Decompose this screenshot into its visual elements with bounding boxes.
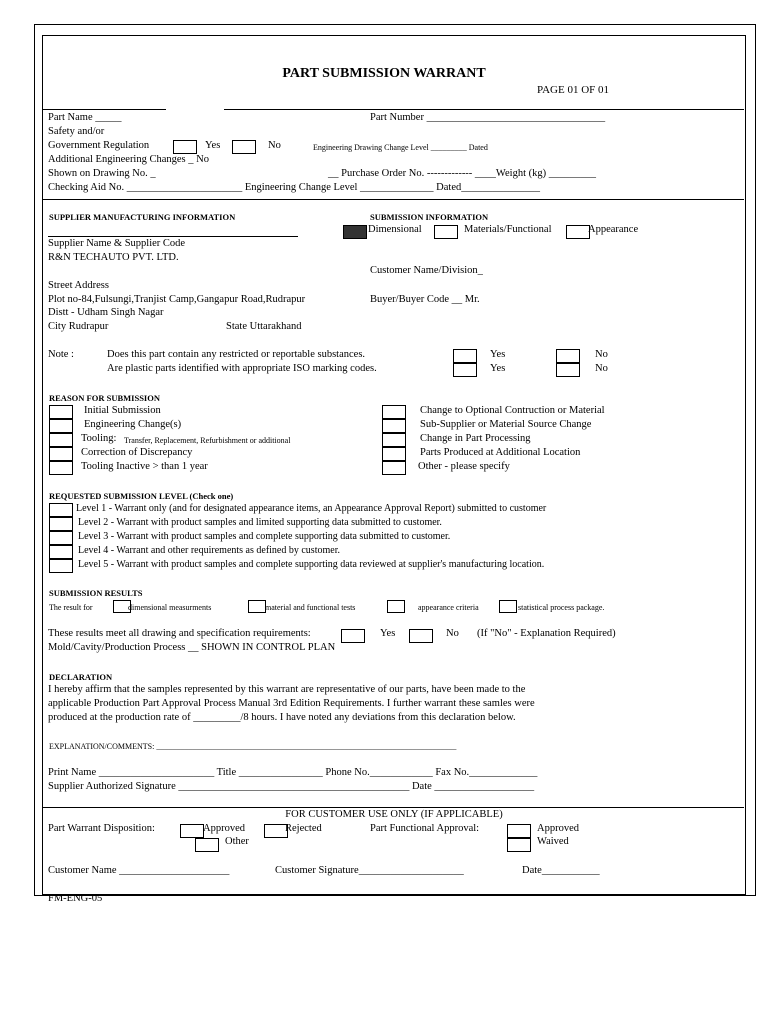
mat-label: material and functional tests [265,603,356,612]
approved-label: Approved [537,823,579,834]
divider [42,199,744,200]
approved-checkbox[interactable] [180,824,204,838]
initial-label: Initial Submission [84,405,161,416]
sub-supplier-label: Sub-Supplier or Material Source Change [420,419,592,430]
safety-label: Safety and/or [48,126,105,137]
divider [42,109,166,110]
purchase-order-field[interactable]: __ Purchase Order No. ------------- ____Weight (kg) _________ [328,168,596,179]
yes-label: Yes [380,628,396,639]
page-number: PAGE 01 OF 01 [537,84,610,96]
gov-reg-label: Government Regulation [48,140,150,151]
stat-checkbox[interactable] [499,600,517,613]
form-code: FM-ENG-05 [48,893,103,904]
eng-change-checkbox[interactable] [49,419,73,433]
note-q1: Does this part contain any restricted or reportable substances. [107,349,366,360]
customer-header: FOR CUSTOMER USE ONLY (IF APPLICABLE) [285,809,503,820]
supplier-company[interactable]: R&N TECHAUTO PVT. LTD. [48,252,179,263]
declaration-header: DECLARATION [49,672,113,682]
level5-label: Level 5 - Warrant with product samples and complete supporting data reviewed at supplier's manufacturing location. [78,559,545,570]
gov-reg-no-checkbox[interactable] [232,140,256,154]
materials-checkbox[interactable] [434,225,458,239]
supplier-name-label: Supplier Name & Supplier Code [48,238,186,249]
distt-field[interactable]: Distt - Udham Singh Nagar [48,307,164,318]
buyer-field[interactable]: Buyer/Buyer Code __ Mr. [370,294,480,305]
inactive-checkbox[interactable] [49,461,73,475]
tooling-checkbox[interactable] [49,433,73,447]
results-header: SUBMISSION RESULTS [49,588,143,598]
level3-label: Level 3 - Warrant with product samples and complete supporting data submitted to customer. [78,531,451,542]
additional-label: Parts Produced at Additional Location [420,447,581,458]
checking-aid-field[interactable]: Checking Aid No. ______________________ Engineering Change Level ______________ Dated_______________ [48,182,540,193]
correction-label: Correction of Discrepancy [81,447,193,458]
other-label: Other [225,836,249,847]
processing-checkbox[interactable] [382,433,406,447]
yes-label: Yes [490,349,506,360]
disposition-label: Part Warrant Disposition: [48,823,155,834]
initial-checkbox[interactable] [49,405,73,419]
street-label: Street Address [48,280,109,291]
waived-checkbox[interactable] [507,838,531,852]
other-checkbox[interactable] [382,461,406,475]
waived-label: Waived [537,836,569,847]
level-header: REQUESTED SUBMISSION LEVEL (Check one) [49,491,234,501]
note-label: Note : [48,349,74,360]
level4-checkbox[interactable] [49,545,73,559]
other-label: Other - please specify [418,461,510,472]
dim-label: dimensional measurments [128,603,212,612]
print-name-row[interactable]: Print Name ______________________ Title ________________ Phone No.____________ Fax No._____________ [48,767,538,778]
level2-label: Level 2 - Warrant with product samples and limited supporting data submitted to customer. [78,517,442,528]
eng-drawing-field[interactable]: Engineering Drawing Change Level _________ Dated [313,143,488,152]
app-label: appearance criteria [418,603,479,612]
level1-checkbox[interactable] [49,503,73,517]
note-q2-yes-checkbox[interactable] [453,363,477,377]
app-checkbox[interactable] [387,600,405,613]
supplier-header: SUPPLIER MANUFACTURING INFORMATION [49,212,236,222]
street-address[interactable]: Plot no-84,Fulsungi,Tranjist Camp,Gangapur Road,Rudrapur [48,294,306,305]
level3-checkbox[interactable] [49,531,73,545]
customer-name-field[interactable]: Customer Name _____________________ [48,865,230,876]
inactive-label: Tooling Inactive > than 1 year [81,461,208,472]
mat-checkbox[interactable] [248,600,266,613]
result-for-label: The result for [49,603,93,612]
appearance-label: Appearance [588,224,639,235]
part-name-field[interactable]: Part Name _____ [48,112,122,123]
approved-label: Approved [203,823,245,834]
functional-label: Part Functional Approval: [370,823,480,834]
rejected-label: Rejected [285,823,322,834]
note-q1-no-checkbox[interactable] [556,349,580,363]
correction-checkbox[interactable] [49,447,73,461]
form-title: PART SUBMISSION WARRANT [282,66,486,81]
level2-checkbox[interactable] [49,517,73,531]
tooling-label: Tooling: [81,433,117,444]
divider [224,109,744,110]
no-label: No [595,349,608,360]
submission-header: SUBMISSION INFORMATION [370,212,489,222]
reason-header: REASON FOR SUBMISSION [49,393,160,403]
note-q2: Are plastic parts identified with appropriate ISO marking codes. [107,363,377,374]
no-label: No [446,628,459,639]
note-q2-no-checkbox[interactable] [556,363,580,377]
appearance-checkbox[interactable] [566,225,590,239]
signature-row[interactable]: Supplier Authorized Signature ____________________________________________ Date ___________________ [48,781,535,792]
drawing-no-field[interactable]: Shown on Drawing No. _ [48,168,156,179]
explanation-field[interactable]: EXPLANATION/COMMENTS: ___________________________________________________________________________ [49,742,457,751]
if-no-label: (If "No" - Explanation Required) [477,628,616,639]
customer-date-field[interactable]: Date___________ [522,865,600,876]
level5-checkbox[interactable] [49,559,73,573]
materials-label: Materials/Functional [464,224,552,235]
dimensional-label: Dimensional [368,224,422,235]
level4-label: Level 4 - Warrant and other requirements as defined by customer. [78,545,340,556]
processing-label: Change in Part Processing [420,433,531,444]
meet-yes-checkbox[interactable] [341,629,365,643]
customer-signature-field[interactable]: Customer Signature____________________ [275,865,464,876]
declaration-line: applicable Production Part Approval Process Manual 3rd Edition Requirements. I further warrant these samles were [48,698,535,709]
yes-label: Yes [490,363,506,374]
functional-approved-checkbox[interactable] [507,824,531,838]
eng-change-label: Engineering Change(s) [84,419,182,430]
mold-field[interactable]: Mold/Cavity/Production Process __ SHOWN IN CONTROL PLAN [48,642,336,653]
city-field[interactable]: City Rudrapur [48,321,109,332]
meet-no-checkbox[interactable] [409,629,433,643]
dimensional-checkbox[interactable] [343,225,367,239]
declaration-line: I hereby affirm that the samples represented by this warrant are representative of our parts, have been made to the [48,684,526,695]
additional-checkbox[interactable] [382,447,406,461]
meet-label: These results meet all drawing and specification requirements: [48,628,311,639]
part-number-field[interactable]: Part Number __________________________________ [370,112,606,123]
sub-supplier-checkbox[interactable] [382,419,406,433]
yes-label: Yes [205,140,221,151]
level1-label: Level 1 - Warrant only (and for designated appearance items, an Appearance Approval Report) submitted to customer [76,503,547,514]
optional-checkbox[interactable] [382,405,406,419]
note-q1-yes-checkbox[interactable] [453,349,477,363]
gov-reg-yes-checkbox[interactable] [173,140,197,154]
divider [48,236,298,237]
stat-label: statistical process package. [518,603,605,612]
declaration-line: produced at the production rate of _________/8 hours. I have noted any deviations from this declaration below. [48,712,516,723]
no-label: No [595,363,608,374]
add-eng-field[interactable]: Additional Engineering Changes _ No [48,154,209,165]
customer-name-field[interactable]: Customer Name/Division_ [370,265,483,276]
other-checkbox[interactable] [195,838,219,852]
tooling-note: Transfer, Replacement, Refurbishment or additional [124,436,291,445]
optional-label: Change to Optional Contruction or Material [420,405,605,416]
no-label: No [268,140,281,151]
state-field[interactable]: State Uttarakhand [226,321,302,332]
divider [42,807,744,808]
